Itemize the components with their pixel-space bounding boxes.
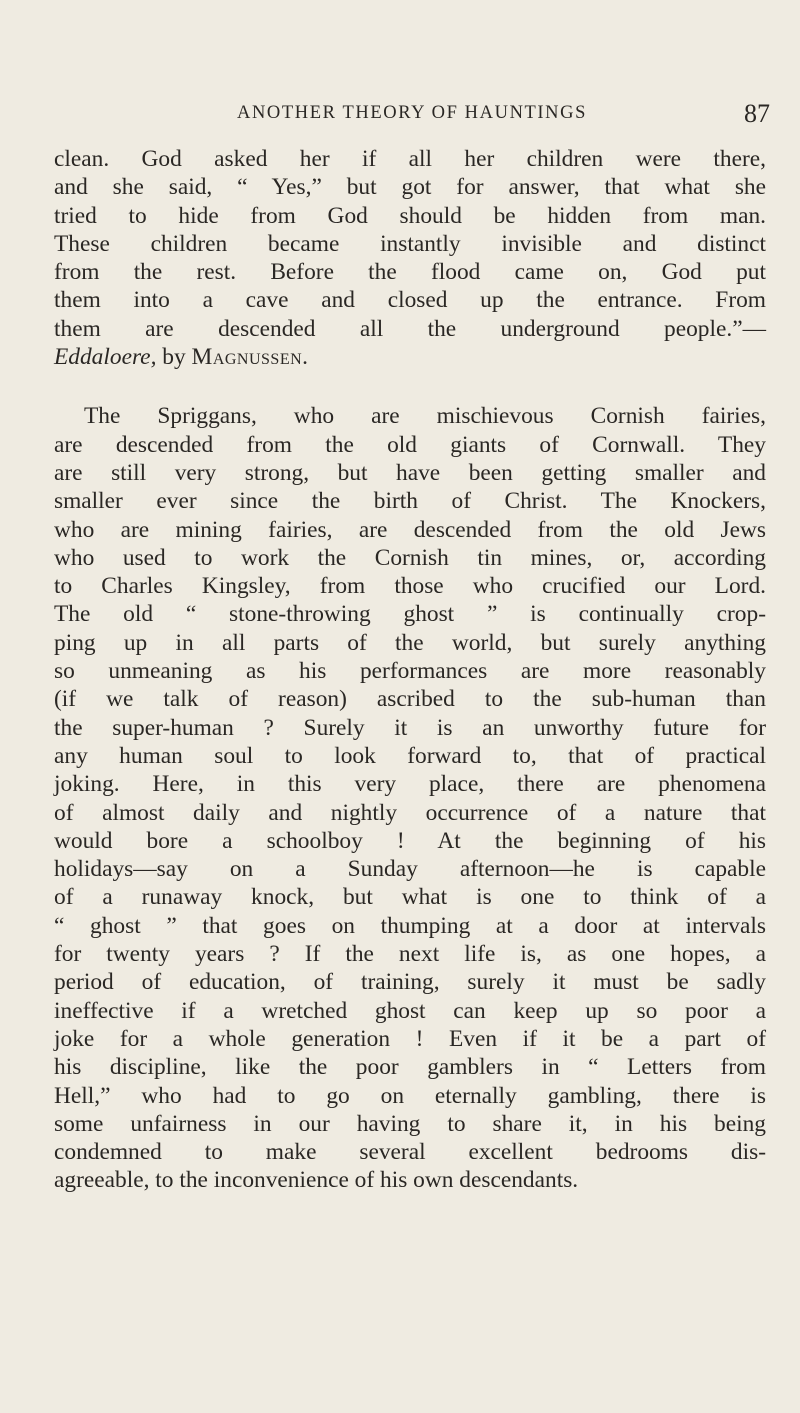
text-line: agreeable, to the inconvenience of his own descendants. xyxy=(54,1167,579,1194)
text-line: clean. God asked her if all her children were there, xyxy=(54,146,766,172)
text-line: his discipline, like the poor gamblers in “ Letters from xyxy=(54,1054,766,1081)
text-line: who are mining fairies, are descended from the old Jews xyxy=(54,516,766,543)
text-line: of a runaway knock, but what is one to think of a xyxy=(54,884,766,911)
paragraph-gap xyxy=(54,371,766,402)
paragraph-1 xyxy=(54,145,766,371)
citation-by: by xyxy=(156,344,192,371)
text-line: for twenty years ? If the next life is, as one hopes, a xyxy=(54,941,766,968)
text-line: to Charles Kingsley, from those who crucified our Lord. xyxy=(54,573,766,600)
text-line: so unmeaning as his performances are more reasonably xyxy=(54,658,766,685)
text-line: (if we talk of reason) ascribed to the sub-human than xyxy=(54,686,766,713)
text-line: tried to hide from God should be hidden from man. xyxy=(54,202,766,229)
text-line: ping up in all parts of the world, but surely anything xyxy=(54,629,766,656)
text-line: of almost daily and nightly occurrence of a nature that xyxy=(54,799,766,826)
text-line: period of education, of training, surely it must be sadly xyxy=(54,969,766,996)
text-line: any human soul to look forward to, that of practical xyxy=(54,742,766,769)
citation-title: Eddaloere, xyxy=(54,344,157,371)
text-line: These children became instantly invisible and distinct xyxy=(54,230,766,257)
text-line: them into a cave and closed up the entrance. From xyxy=(54,287,766,314)
running-head xyxy=(54,99,770,133)
citation-line xyxy=(54,343,766,371)
text-line: the super-human ? Surely it is an unworthy future for xyxy=(54,714,766,741)
text-line: Hell,” who had to go on eternally gambling, there is xyxy=(54,1082,766,1109)
body-text xyxy=(54,145,766,1195)
text-line: them are descended all the underground people.”— xyxy=(54,315,766,342)
text-line: ineffective if a wretched ghost can keep up so poor a xyxy=(54,997,766,1024)
text-line: joke for a whole generation ! Even if it be a part of xyxy=(54,1025,766,1052)
text-line: from the rest. Before the flood came on, God put xyxy=(54,259,766,286)
text-line: are descended from the old giants of Cornwall. They xyxy=(54,431,766,458)
text-line: holidays—say on a Sunday afternoon—he is capable xyxy=(54,856,766,883)
text-line: condemned to make several excellent bedrooms dis- xyxy=(54,1139,766,1166)
text-line: who used to work the Cornish tin mines, or, according xyxy=(54,544,766,571)
page-number: 87 xyxy=(744,99,770,128)
running-title: ANOTHER THEORY OF HAUNTINGS xyxy=(237,103,587,123)
text-line: joking. Here, in this very place, there are phenomena xyxy=(54,771,766,798)
text-line: smaller ever since the birth of Christ. The Knockers, xyxy=(54,488,766,515)
text-line: “ ghost ” that goes on thumping at a door at intervals xyxy=(54,912,766,939)
text-line: The Spriggans, who are mischievous Cornish fairies, xyxy=(84,403,766,430)
paragraph-2 xyxy=(54,402,766,1194)
text-line: and she said, “ Yes,” but got for answer, that what she xyxy=(54,174,766,201)
citation-author: Magnussen. xyxy=(191,344,309,371)
text-line: some unfairness in our having to share it, in his being xyxy=(54,1110,766,1137)
text-line: are still very strong, but have been getting smaller and xyxy=(54,459,766,486)
text-line: would bore a schoolboy ! At the beginning of his xyxy=(54,827,766,854)
text-line: The old “ stone-throwing ghost ” is continually crop- xyxy=(54,601,766,628)
